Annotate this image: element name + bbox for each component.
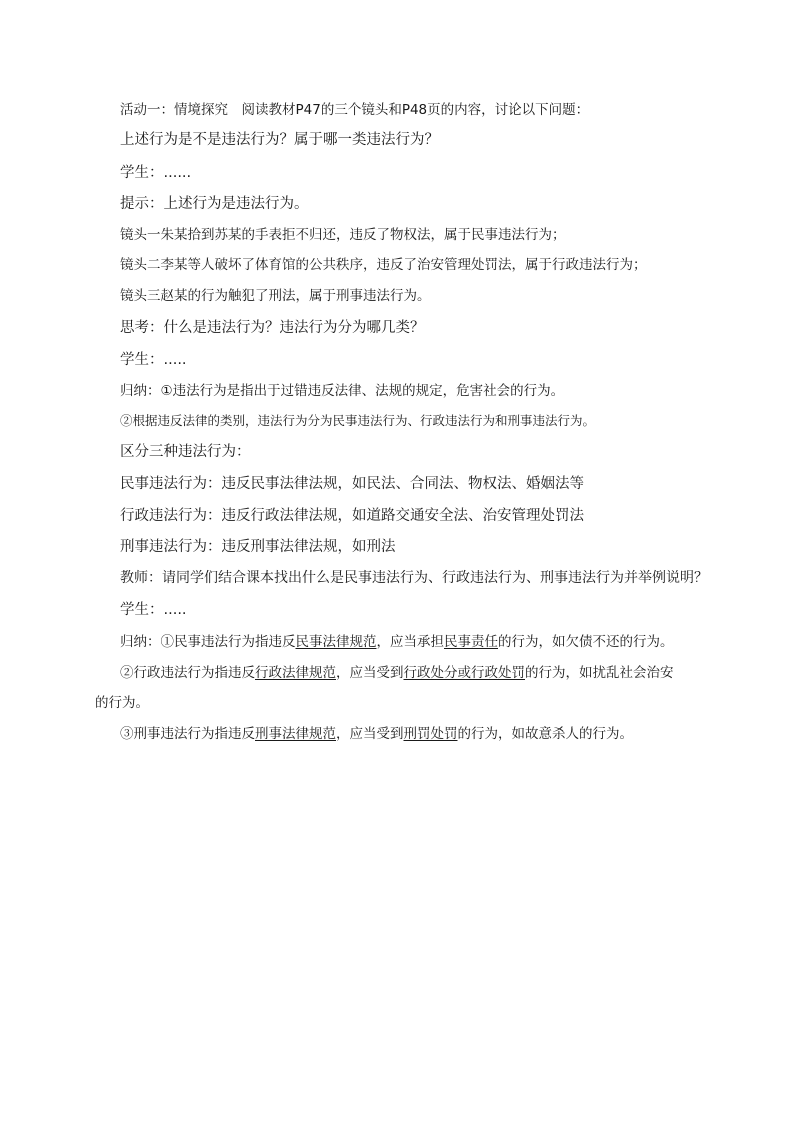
activity-heading: 活动一：情境探究 阅读教材P47的三个镜头和P48页的内容，讨论以下问题： xyxy=(120,102,590,118)
criminal-violation-line: 刑事违法行为：违反刑事法律法规，如刑法 xyxy=(120,539,396,555)
summary-criminal-text-c: ，应当受到 xyxy=(336,726,404,742)
summary-civil xyxy=(120,632,674,652)
summary-civil-text-c: ，应当承担 xyxy=(376,634,444,650)
hint-line: 提示：上述行为是违法行为。 xyxy=(120,196,309,212)
summary-civil-underline-2: 民事责任 xyxy=(444,634,498,650)
summary-administrative-continued: 的行为。 xyxy=(95,695,149,711)
summary-admin-text-a: ②行政违法行为指违反 xyxy=(120,665,255,681)
summary-admin-underline-2: 行政处分或行政处罚 xyxy=(403,665,525,681)
distinguish-heading: 区分三种违法行为： xyxy=(120,444,251,460)
summary-criminal-text-e: 的行为，如故意杀人的行为。 xyxy=(457,726,633,742)
summary-criminal-text-a: ③刑事违法行为指违反 xyxy=(120,726,255,742)
scene-two: 镜头二李某等人破坏了体育馆的公共秩序，违反了治安管理处罚法，属于行政违法行为； xyxy=(120,257,647,273)
summary-admin-text-e: 的行为，如扰乱社会治安 xyxy=(525,665,674,681)
summary-administrative xyxy=(120,663,674,683)
civil-violation-line: 民事违法行为：违反民事法律法规，如民法、合同法、物权法、婚姻法等 xyxy=(120,476,584,492)
teacher-question: 教师：请同学们结合课本找出什么是民事违法行为、行政违法行为、刑事违法行为并举例说明？ xyxy=(120,570,708,586)
summary-admin-underline-1: 行政法律规范 xyxy=(255,665,336,681)
question-1: 上述行为是不是违法行为？属于哪一类违法行为？ xyxy=(120,132,439,148)
summary-criminal-underline-2: 刑罚处罚 xyxy=(403,726,458,742)
think-question: 思考：什么是违法行为？违法行为分为哪几类？ xyxy=(120,320,425,336)
summary-2: ②根据违反法律的类别，违法行为分为民事违法行为、行政违法行为和刑事违法行为。 xyxy=(120,413,596,428)
summary-civil-underline-1: 民事法律规范 xyxy=(295,634,377,650)
summary-criminal-underline-1: 刑事法律规范 xyxy=(255,726,336,742)
scene-three: 镜头三赵某的行为触犯了刑法，属于刑事违法行为。 xyxy=(120,288,431,304)
scene-one: 镜头一朱某拾到苏某的手表拒不归还，违反了物权法，属于民事违法行为； xyxy=(120,227,566,243)
summary-admin-text-c: ，应当受到 xyxy=(336,665,404,681)
administrative-violation-line: 行政违法行为：违反行政法律法规，如道路交通安全法、治安管理处罚法 xyxy=(120,508,584,524)
student-answer-2: 学生：..... xyxy=(120,352,187,368)
summary-civil-text-a: 归纳：①民事违法行为指违反 xyxy=(120,634,296,650)
summary-civil-text-e: 的行为，如欠债不还的行为。 xyxy=(498,634,674,650)
summary-1: 归纳：①违法行为是指出于过错违反法律、法规的规定，危害社会的行为。 xyxy=(120,383,565,399)
student-answer-1: 学生：...... xyxy=(120,165,192,181)
student-answer-3: 学生：..... xyxy=(120,602,187,618)
summary-criminal xyxy=(120,724,633,744)
